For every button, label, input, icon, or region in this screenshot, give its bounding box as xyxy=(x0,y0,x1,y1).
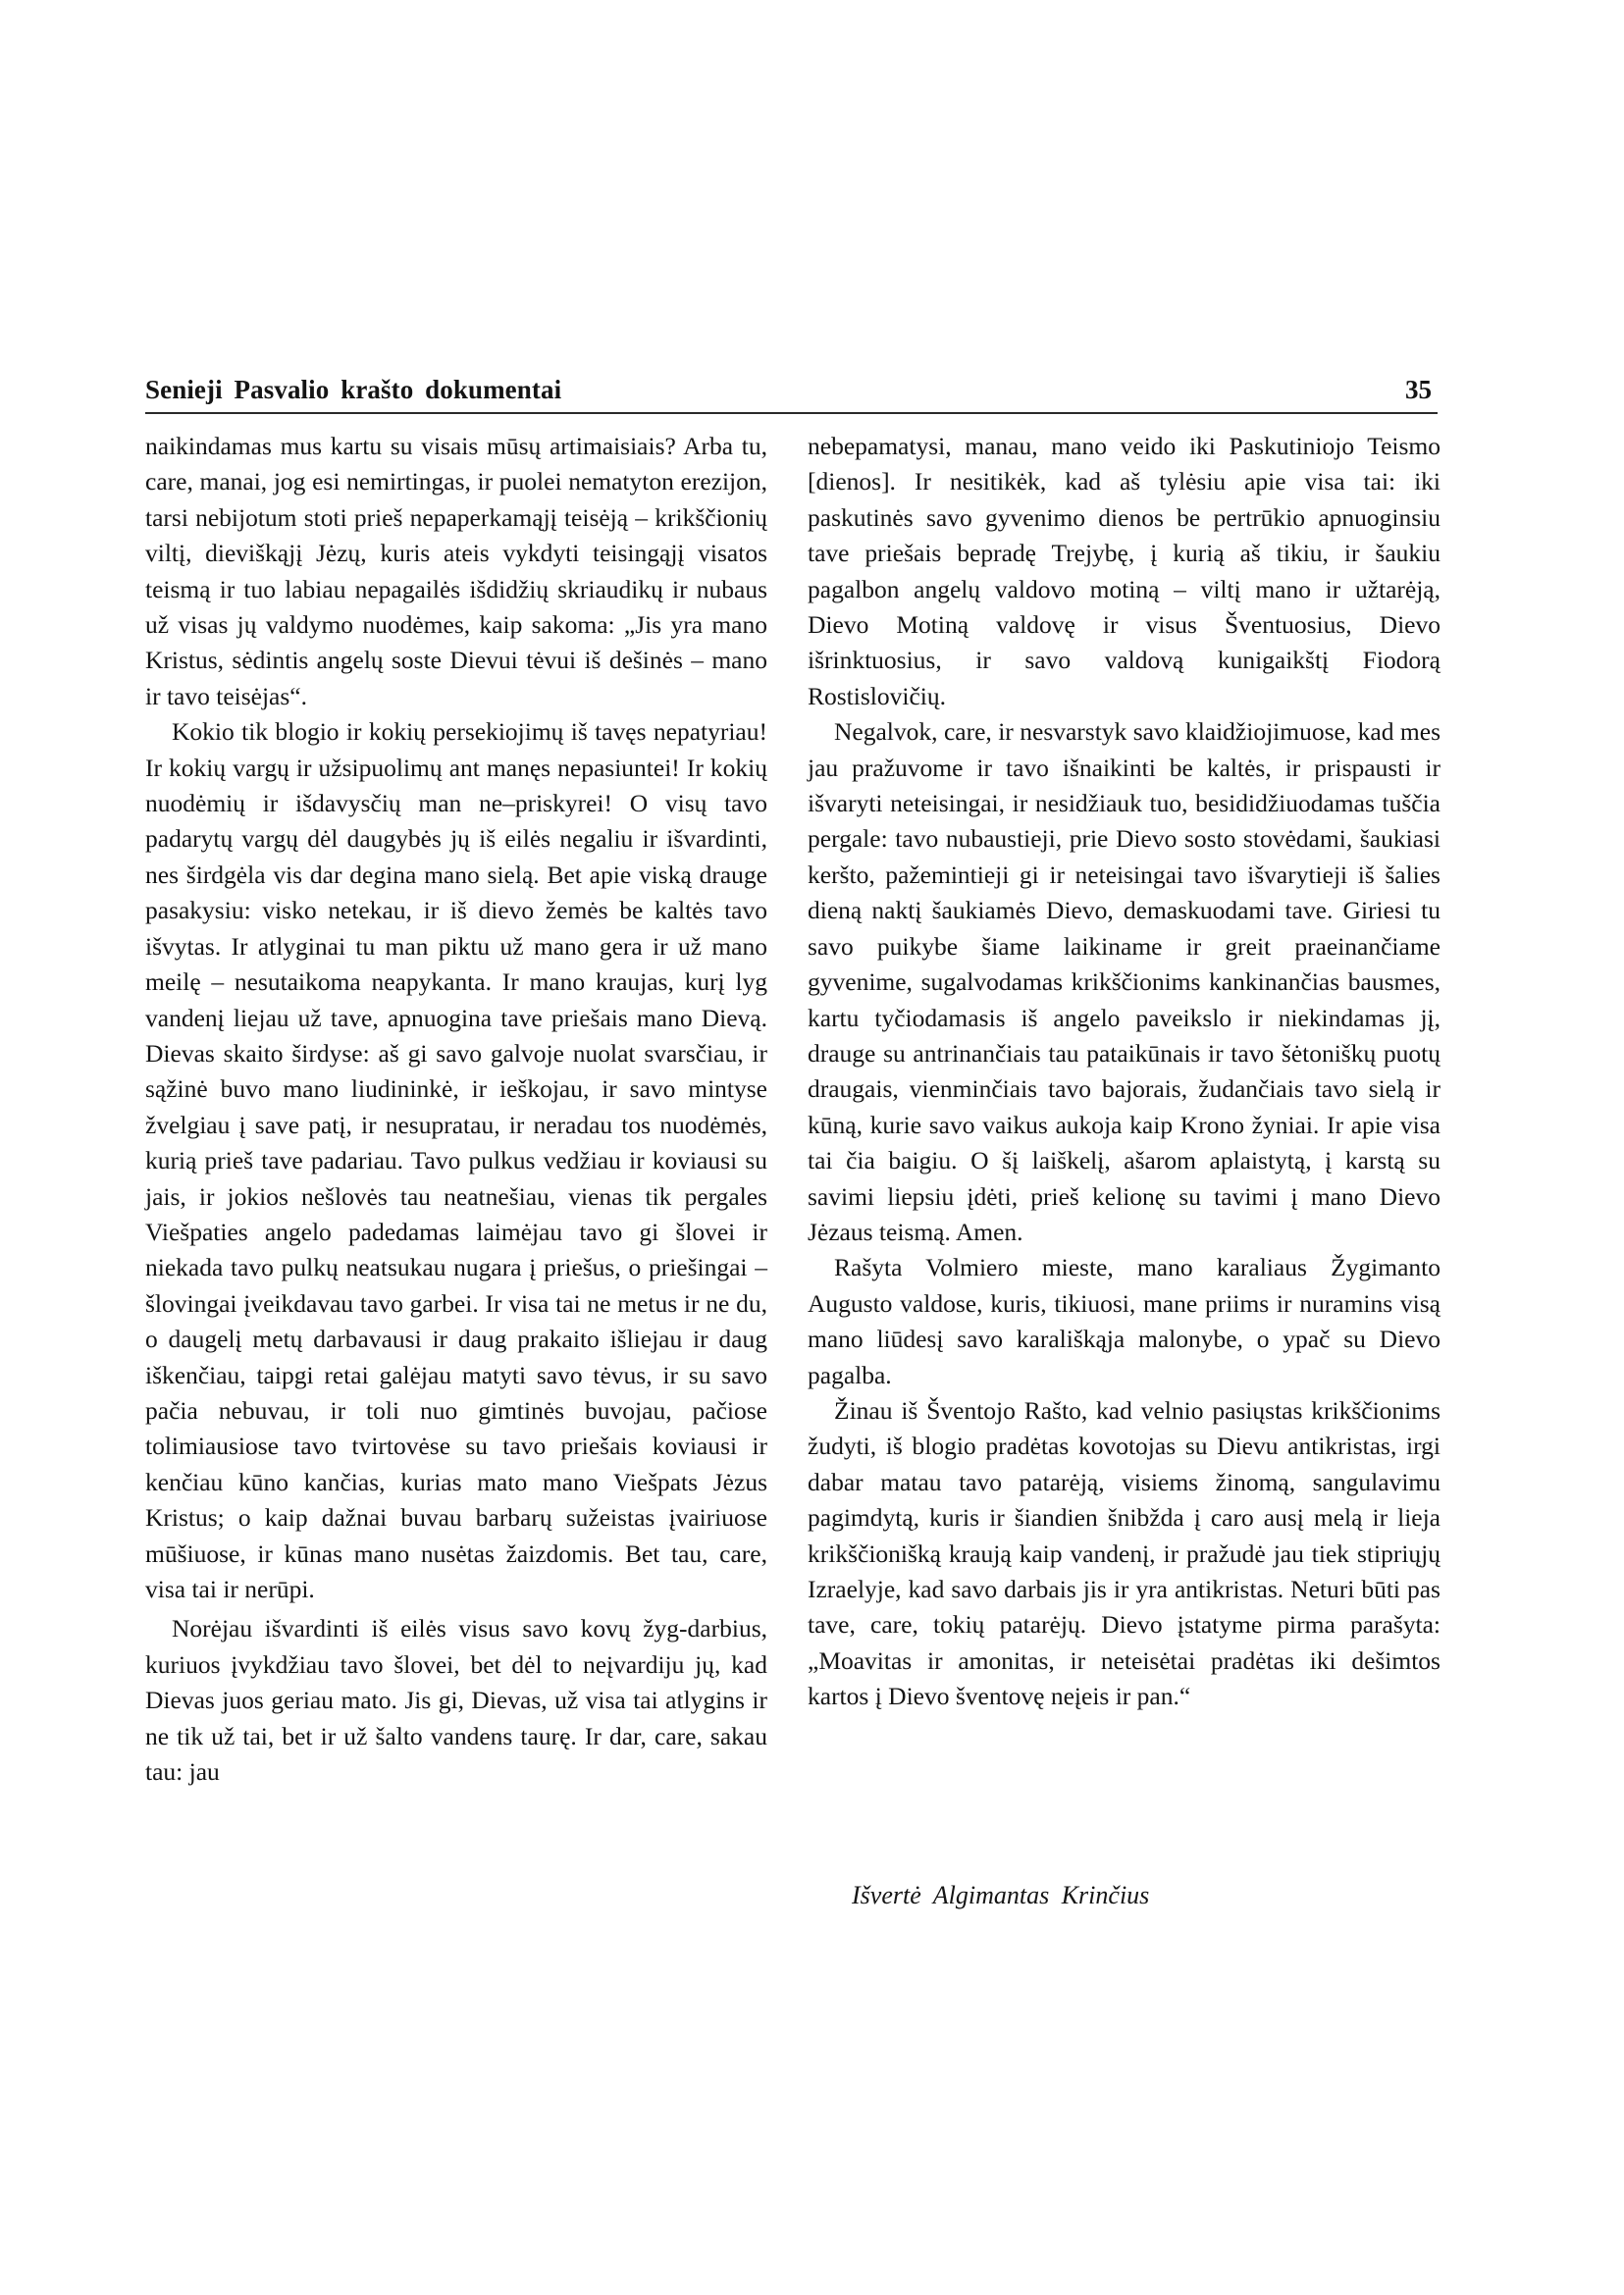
paragraph: nebepamatysi, manau, mano veido iki Paskutiniojo Teismo [dienos]. Ir nesitikėk, kad aš tylėsiu apie visa tai: iki paskutinės savo gyvenimo dienos be pertrūkio apnuoginsiu tave priešais bepradę Trejybę, į kurią aš tikiu, ir šaukiu pagalbon angelų valdovo motiną – viltį mano ir užtarėją, Dievo Motiną valdovę ir visus Šventuosius, Dievo išrinktuosius, ir savo valdovą kunigaikštį Fiodorą Rostislovičių. xyxy=(808,432,1441,710)
left-column xyxy=(145,429,767,1790)
page-number: 35 xyxy=(1405,375,1432,404)
header-title: Senieji Pasvalio krašto dokumentai xyxy=(145,375,562,404)
translator-credit: Išvertė Algimantas Krinčius xyxy=(852,1881,1150,1909)
right-column xyxy=(808,429,1441,1715)
running-header xyxy=(145,371,1438,414)
paragraph: Norėjau išvardinti iš eilės visus savo kovų žyg-darbius, kuriuos įvykdžiau tavo šlovei, bet dėl to neįvardiju jų, kad Dievas juos geriau mato. Jis gi, Dievas, už visa tai atlygins ir ne tik už tai, bet ir už šalto vandens taurę. Ir dar, care, sakau tau: jau xyxy=(145,1614,767,1787)
paragraph: Žinau iš Šventojo Rašto, kad velnio pasiųstas krikščionims žudyti, iš blogio pradėtas kovotojas su Dievu antikristas, irgi dabar matau tavo patarėją, visiems žinomą, sangulavimu pagimdytą, kuris ir šiandien šnibžda į caro ausį melą ir lieja krikščionišką kraują kaip vandenį, ir pražudė jau tiek stipriųjų Izraelyje, kad savo darbais jis ir yra antikristas. Neturi būti pas tave, care, tokių patarėjų. Dievo įstatyme pirma parašyta: „Moavitas ir amonitas, ir neteisėtai pradėtas iki dešimtos kartos į Dievo šventovę neįeis ir pan.“ xyxy=(808,1395,1441,1711)
paragraph: Rašyta Volmiero mieste, mano karaliaus Žygimanto Augusto valdose, kuris, tikiuosi, mane priims ir nuramins visą mano liūdesį savo karališkąja malonybe, o ypač su Dievo pagalba. xyxy=(808,1253,1441,1389)
paragraph: naikindamas mus kartu su visais mūsų artimaisiais? Arba tu, care, manai, jog esi nemirtingas, ir puolei nematyton erezijon, tarsi nebijotum stoti prieš nepaperkamąjį teisėją – krikščionių viltį, dieviškąjį Jėzų, kuris ateis vykdyti teisingąjį visatos teismą ir tuo labiau nepagailės išdidžių skriaudikų ir nubaus už visas jų valdymo nuodėmes, kaip sakoma: „Jis yra mano Kristus, sėdintis angelų soste Dievui tėvui iš dešinės – mano ir tavo teisėjas“. xyxy=(145,432,767,710)
paragraph: Kokio tik blogio ir kokių persekiojimų iš tavęs nepatyriau! Ir kokių vargų ir užsipuolimų ant manęs nepasiuntei! Ir kokių nuodėmių ir išdavysčių man ne–priskyrei! O visų tavo padarytų vargų dėl daugybės jų iš eilės negaliu ir išvardinti, nes širdgėla vis dar degina mano sielą. Bet apie viską drauge pasakysiu: visko netekau, ir iš dievo žemės be kaltės tavo išvytas. Ir atlyginai tu man piktu už mano gera ir už mano meilę – nesutaikoma neapykanta. Ir mano kraujas, kurį lyg vandenį liejau už tave, apnuogina tave priešais mano Dievą. Dievas skaito širdyse: aš gi savo galvoje nuolat svarsčiau, ir sąžinė buvo mano liudininkė, ir ieškojau, ir savo mintyse žvelgiau į save patį, ir nesupratau, ir neradau tos nuodėmės, kurią prieš tave padariau. Tavo pulkus vedžiau ir koviausi su jais, ir jokios nešlovės tau neatnešiau, vienas tik pergales Viešpaties angelo padedamas laimėjau tavo gi šlovei ir niekada tavo pulkų neatsukau nugara į priešus, o priešingai – šlovingai įveikdavau tavo garbei. Ir visa tai ne metus ir ne du, o daugelį metų darbavausi ir daug prakaito išliejau ir daug iškenčiau, taipgi retai galėjau matyti savo tėvus, ir su savo pačia nebuvau, ir toli nuo gimtinės buvojau, pačiose tolimiausiose tavo tvirtovėse su tavo priešais koviausi ir kenčiau kūno kančias, kurias mato mano Viešpats Jėzus Kristus; o kaip dažnai buvau barbarų sužeistas įvairiuose mūšiuose, ir kūnas mano nusėtas žaizdomis. Bet tau, care, visa tai ir nerūpi. xyxy=(145,717,767,1603)
paragraph: Negalvok, care, ir nesvarstyk savo klaidžiojimuose, kad mes jau pražuvome ir tavo išnaikinti be kaltės, ir prispausti ir išvaryti neteisingai, ir nesidžiauk tuo, besididžiuodamas tuščia pergale: tavo nubaustieji, prie Dievo sosto stovėdami, šaukiasi keršto, pažemintieji gi ir neteisingai tavo išvarytieji iš šalies dieną naktį šaukiamės Dievo, demaskuodami tave. Giriesi tu savo puikybe šiame laikiname ir greit praeinančiame gyvenime, sugalvodamas krikščionims kankinančias bausmes, kartu tyčiodamasis iš angelo paveikslo ir niekindamas jį, drauge su antrinančiais tau pataikūnais ir tavo šėtoniškų puotų draugais, vienminčiais tavo bajorais, žudančiais tavo sielą ir kūną, kurie savo vaikus aukoja kaip Krono žyniai. Ir apie visa tai čia baigiu. O šį laiškelį, ašarom aplaistytą, į karstą su savimi liepsiu įdėti, prieš kelionę su tavimi į mano Dievo Jėzaus teismą. Amen. xyxy=(808,717,1441,1246)
